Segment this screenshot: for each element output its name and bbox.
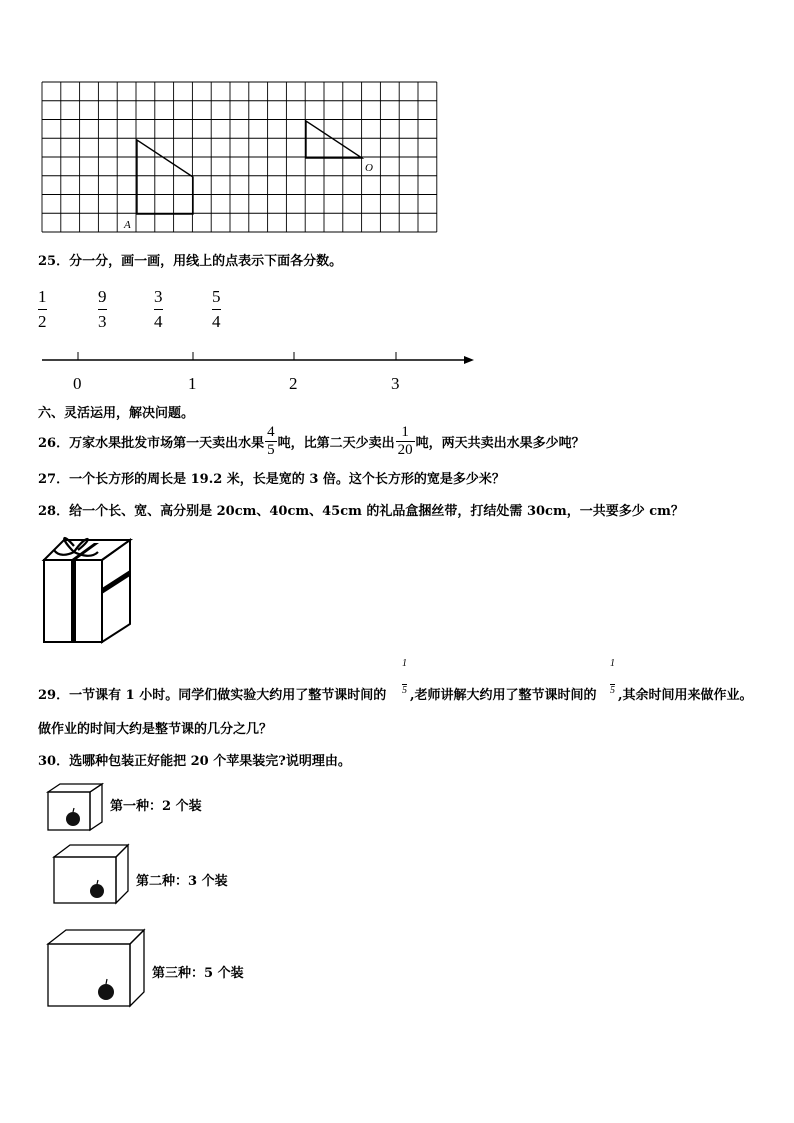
question-29-line2: 做作业的时间大约是整节课的几分之几？	[38, 722, 273, 737]
label-o: O	[365, 162, 373, 174]
fraction-1-5-b: $\frac{1}{5}$	[610, 658, 615, 696]
option-label-1: 第一种：2 个装	[110, 799, 202, 814]
number-line[interactable]	[38, 348, 478, 368]
option-label-3: 第三种：5 个装	[152, 966, 244, 981]
arrow-head-icon	[464, 356, 474, 364]
option-label-2: 第二种：3 个装	[136, 874, 228, 889]
fraction-5-4: $\frac{5}{4}$	[212, 287, 221, 331]
box-option-3[interactable]	[44, 926, 148, 1010]
apple-icon	[98, 979, 114, 1000]
box-option-1[interactable]	[44, 781, 106, 833]
fraction-1-5-a: $\frac{1}{5}$	[402, 658, 407, 696]
question-29-part3: ,其余时间用来做作业。	[618, 688, 753, 703]
box-option-2[interactable]	[50, 841, 132, 907]
question-29-part2: ,老师讲解大约用了整节课时间的	[410, 688, 597, 703]
question-27: 27．一个长方形的周长是 19.2 米，长是宽的 3 倍。这个长方形的宽是多少米？	[38, 472, 505, 487]
shape-o	[306, 121, 362, 158]
fraction-4-5: $\frac{4}{5}$	[267, 424, 275, 458]
tick-label-1: 1	[188, 374, 197, 393]
fraction-1-2: $\frac{1}{2}$	[38, 287, 47, 331]
shape-a	[137, 140, 193, 214]
apple-icon	[90, 880, 104, 898]
fraction-9-3: $\frac{9}{3}$	[98, 287, 107, 331]
question-26: 26．万家水果批发市场第一天卖出水果 $\frac{4}{5}$ 吨，比第二天少卖出 $\frac{1}{20}$ 吨，两天共卖出水果多少吨？	[38, 424, 585, 458]
grid-figure	[40, 80, 440, 236]
section-6-heading: 六、灵活运用，解决问题。	[38, 406, 195, 421]
grid-lines	[42, 82, 437, 232]
apple-icon	[66, 808, 80, 826]
tick-label-2: 2	[289, 374, 298, 393]
fraction-1-20: $\frac{1}{20}$	[397, 424, 413, 458]
fraction-3-4: $\frac{3}{4}$	[154, 287, 163, 331]
gift-box-icon	[38, 530, 138, 645]
question-29-part1: 29．一节课有 1 小时。同学们做实验大约用了整节课时间的	[38, 688, 387, 703]
question-25: 25．分一分，画一画，用线上的点表示下面各分数。	[38, 254, 343, 269]
label-a: A	[124, 219, 131, 231]
tick-label-0: 0	[73, 374, 82, 393]
tick-label-3: 3	[391, 374, 400, 393]
question-28: 28．给一个长、宽、高分别是 20cm、40cm、45cm 的礼品盒捆丝带，打结处需 30cm，一共要多少 cm？	[38, 504, 684, 519]
question-30: 30．选哪种包装正好能把 20 个苹果装完?说明理由。	[38, 754, 351, 769]
